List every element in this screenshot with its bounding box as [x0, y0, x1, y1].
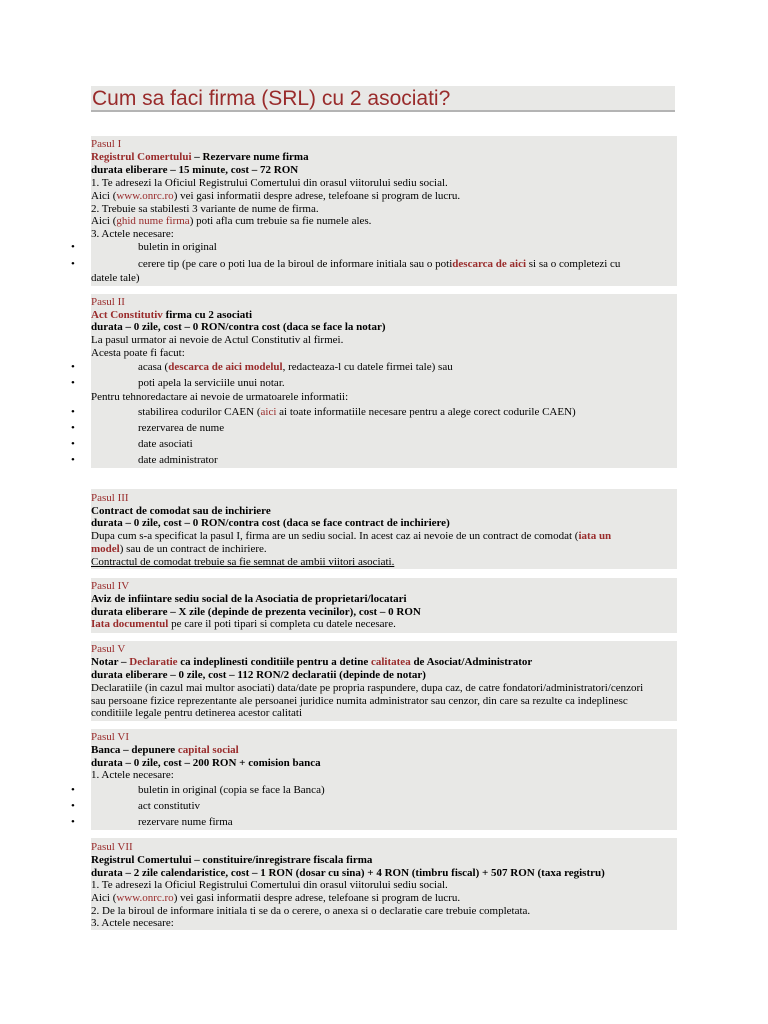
step-2-bullet-3-c: ai toate informatiile necesare pentru a alege corect codurile CAEN): [276, 406, 576, 418]
step-3-line-1-text: Contract de comodat sau de inchiriere: [91, 505, 271, 517]
step-5-line-3: Declaratiile (in cazul mai multor asociati) data/date pe propria raspundere, dupa caz, de catre fondatori/administratori/cenzori: [91, 682, 644, 694]
step-7-line-6: 3. Actele necesare:: [91, 917, 174, 929]
capital-social-link[interactable]: capital social: [177, 744, 239, 756]
iata-documentul-link[interactable]: Iata documentul: [91, 618, 169, 630]
step-2-line-4: Acesta poate fi facut:: [91, 347, 185, 359]
step-1-line-6-c: ) poti afla cum trebuie sa fie numele ales.: [189, 215, 372, 227]
bullet: •: [71, 406, 75, 418]
step-4-line-3: [91, 618, 396, 631]
step-2-bullet-3-a: stabilirea codurilor CAEN (: [138, 406, 261, 418]
step-3-duration-text: durata – 0 zile, cost – 0 RON/contra cost (daca se face contract de inchiriere): [91, 517, 450, 529]
iata-un-model-link[interactable]: iata un: [578, 530, 612, 542]
step-2-bullet-1-c: , redacteaza-l cu datele firmei tale) sau: [282, 361, 453, 373]
bullet: •: [71, 361, 75, 373]
step-6-line-3: 1. Actele necesare:: [91, 769, 174, 781]
step-2-duration: [91, 321, 386, 334]
bullet: •: [71, 816, 75, 828]
step-3-line-3-a: Dupa cum s-a specificat la pasul I, firma are un sediu social. In acest caz ai nevoie de un contract de comodat (: [91, 530, 579, 542]
act-constitutiv-link[interactable]: Act Constitutiv: [91, 309, 163, 321]
step-2-bullet-4: rezervarea de nume: [138, 422, 225, 434]
step-1-bullet-2-a: cerere tip (pe care o poti lua de la biroul de informare initiala sau o poti: [138, 258, 453, 270]
bullet: •: [71, 438, 75, 450]
step-3-heading: Pasul III: [91, 492, 129, 504]
step-2-bullet-2: poti apela la serviciile unui notar.: [138, 377, 285, 389]
step-6-bullet-2: act constitutiv: [138, 800, 201, 812]
step-1-bullet-2-wrap: datele tale): [91, 272, 140, 284]
caen-aici-link[interactable]: aici: [260, 406, 277, 418]
step-7-line-3: 1. Te adresezi la Oficiul Registrului Comertului din orasul viitorului sediu social.: [91, 879, 448, 891]
bullet: •: [71, 422, 75, 434]
step-1-line-3: 1. Te adresezi la Oficiul Registrului Comertului din orasul viitorului sediu social.: [91, 177, 448, 189]
onrc-link[interactable]: www.onrc.ro: [116, 190, 174, 202]
step-1-line-6: [91, 215, 371, 228]
step-2-line-5: Pentru tehnoredactare ai nevoie de urmatoarele informatii:: [91, 391, 349, 403]
step-7-duration-text: durata – 2 zile calendaristice, cost – 1 RON (dosar cu sina) + 4 RON (timbru fiscal) + 507 RON (taxa registru): [91, 867, 605, 879]
step-5-line-1-e: de Asociat/Administrator: [410, 656, 533, 668]
step-2-bullet-5: date asociati: [138, 438, 193, 450]
step-1-line-7: 3. Actele necesare:: [91, 228, 174, 240]
step-4-line-1-text: Aviz de infiintare sediu social de la Asociatia de proprietari/locatari: [91, 593, 407, 605]
declaratie-link[interactable]: Declaratie: [129, 656, 178, 668]
step-3-line-4-b: ) sau de un contract de inchiriere.: [119, 543, 267, 555]
step-2-bullet-1: [138, 361, 453, 374]
step-4-duration-text: durata eliberare – X zile (depinde de prezenta vecinilor), cost – 0 RON: [91, 606, 421, 618]
step-1-duration: [91, 164, 298, 177]
step-2-bullet-3: [138, 406, 576, 419]
step-5-line-1-c: ca indeplinesti conditiile pentru a detine: [177, 656, 371, 668]
step-1-bullet-2: [138, 258, 620, 271]
step-3-line-3: [91, 530, 611, 543]
bullet: •: [71, 377, 75, 389]
step-5-duration: [91, 669, 426, 682]
step-3-duration: [91, 517, 450, 530]
step-1-line-5: 2. Trebuie sa stabilesti 3 variante de nume de firma.: [91, 203, 319, 215]
bullet: •: [71, 454, 75, 466]
step-7-line-5: 2. De la biroul de informare initiala ti se da o cerere, o anexa si o declaratie care trebuie completata.: [91, 905, 531, 917]
bullet: •: [71, 784, 75, 796]
step-1-line-1: [91, 151, 309, 164]
onrc-link-2[interactable]: www.onrc.ro: [116, 892, 174, 904]
step-7-heading: Pasul VII: [91, 841, 133, 853]
descarca-model-link[interactable]: descarca de aici modelul: [168, 361, 283, 373]
step-2-duration-text: durata – 0 zile, cost – 0 RON/contra cost (daca se face la notar): [91, 321, 386, 333]
step-6-bullet-1: buletin in original (copia se face la Banca): [138, 784, 325, 796]
step-1-bullet-1: buletin in original: [138, 241, 217, 253]
step-1-line-4-a: Aici (: [91, 190, 117, 202]
registrul-comertului-link[interactable]: Registrul Comertului: [91, 151, 192, 163]
step-1-line-4: [91, 190, 460, 203]
step-2-line-3: La pasul urmator ai nevoie de Actul Constitutiv al firmei.: [91, 334, 344, 346]
step-4-line-1: [91, 593, 407, 606]
step-3-line-4: [91, 543, 267, 556]
step-5-duration-text: durata eliberare – 0 zile, cost – 112 RON/2 declaratii (depinde de notar): [91, 669, 426, 681]
step-1-line-4-c: ) vei gasi informatii despre adrese, telefoane si program de lucru.: [173, 190, 461, 202]
step-3-line-5: Contractul de comodat trebuie sa fie semnat de ambii viitori asociati.: [91, 556, 395, 568]
step-7-line-1: [91, 854, 372, 867]
step-5-line-1: [91, 656, 532, 669]
step-1-line-6-a: Aici (: [91, 215, 117, 227]
step-7-line-4: [91, 892, 460, 905]
ghid-nume-firma-link[interactable]: ghid nume firma: [116, 215, 190, 227]
step-5-heading: Pasul V: [91, 643, 126, 655]
step-6-heading: Pasul VI: [91, 731, 129, 743]
step-6-bullet-3: rezervare nume firma: [138, 816, 233, 828]
descarca-de-aici-link[interactable]: descarca de aici: [452, 258, 527, 270]
step-6-line-1: [91, 744, 239, 757]
step-5-line-4: sau persoane fizice reprezentante ale persoanei juridice numita administrator sau cenzor, din care sa rezulte ca indeplinesc: [91, 695, 628, 707]
step-2-bullet-1-a: acasa (: [138, 361, 169, 373]
step-5-line-1-a: Notar –: [91, 656, 130, 668]
step-7-line-1-text: Registrul Comertului – constituire/inregistrare fiscala firma: [91, 854, 373, 866]
bullet: •: [71, 258, 75, 270]
page-title: Cum sa faci firma (SRL) cu 2 asociati?: [92, 87, 451, 110]
bullet: •: [71, 241, 75, 253]
step-1-duration-text: durata eliberare – 15 minute, cost – 72 RON: [91, 164, 299, 176]
step-5-line-5: conditiile legale pentru detinerea acestor calitati: [91, 707, 303, 719]
step-6-line-1-a: Banca – depunere: [91, 744, 178, 756]
step-1-line-1-text: – Rezervare nume firma: [191, 151, 309, 163]
step-1-bullet-2-c: si sa o completezi cu: [526, 258, 621, 270]
step-6-duration-text: durata – 0 zile, cost – 200 RON + comision banca: [91, 757, 321, 769]
calitatea-link[interactable]: calitatea: [370, 656, 411, 668]
step-2-line-1-text: firma cu 2 asociati: [162, 309, 253, 321]
bullet: •: [71, 800, 75, 812]
step-1-heading: Pasul I: [91, 138, 122, 150]
step-4-line-3-b: pe care il poti tipari si completa cu datele necesare.: [168, 618, 396, 630]
step-7-line-4-c: ) vei gasi informatii despre adrese, telefoane si program de lucru.: [173, 892, 461, 904]
step-7-line-4-a: Aici (: [91, 892, 117, 904]
step-2-bullet-6: date administrator: [138, 454, 218, 466]
model-link[interactable]: model: [91, 543, 120, 555]
step-4-heading: Pasul IV: [91, 580, 130, 592]
step-2-heading: Pasul II: [91, 296, 125, 308]
